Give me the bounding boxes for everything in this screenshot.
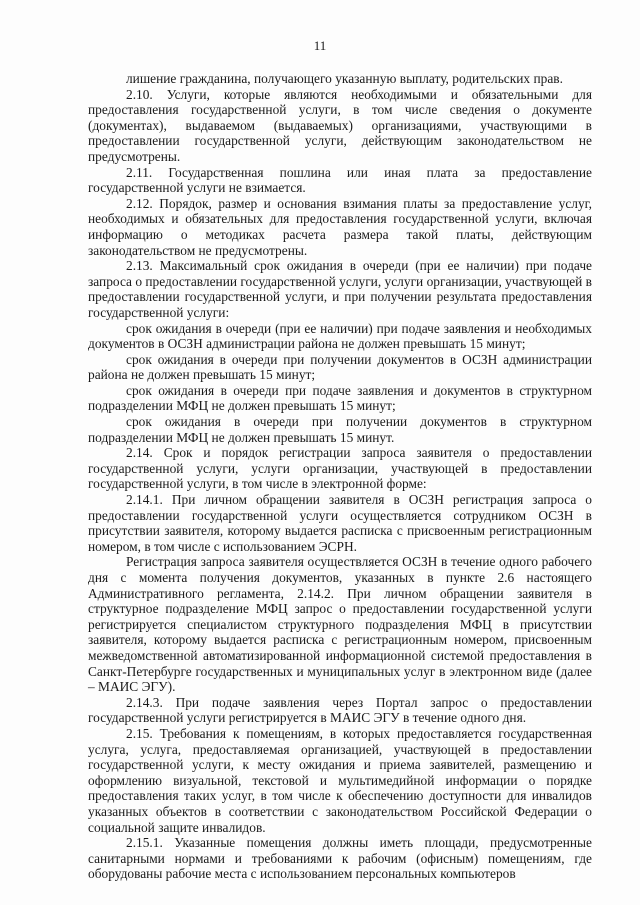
- paragraph: Регистрация запроса заявителя осуществляется ОСЗН в течение одного рабочего дня с момента получения документов, указанных в пункте 2.6 настоящего Административного регламента, 2.14.2. При личном обращении заявителя в структурное подразделение МФЦ запрос о предоставлении государственной услуги регистрируется специалистом структурного подразделения МФЦ в присутствии заявителя, которому выдается расписка с регистрационным номером, присвоенным межведомственной автоматизированной информационной системой предоставления в Санкт-Петербурге государственных и муниципальных услуг в электронном виде (далее – МАИС ЭГУ).: [88, 554, 592, 695]
- paragraph: 2.11. Государственная пошлина или иная плата за предоставление государственной услуги не взимается.: [88, 164, 592, 196]
- paragraph: 2.14.3. При подаче заявления через Портал запрос о предоставлении государственной услуги регистрируется в МАИС ЭГУ в течение одного дня.: [88, 694, 592, 726]
- paragraph: срок ожидания в очереди при подаче заявления и документов в структурном подразделении МФЦ не должен превышать 15 минут;: [88, 382, 592, 414]
- paragraph: срок ожидания в очереди (при ее наличии) при подаче заявления и необходимых документов в ОСЗН администрации района не должен превышать 15 минут;: [88, 320, 592, 352]
- paragraph: 2.15.1. Указанные помещения должны иметь площади, предусмотренные санитарными нормами и требованиями к рабочим (офисным) помещениям, где оборудованы рабочие места с использованием персональных компьютеров: [88, 835, 592, 882]
- paragraph: 2.14.1. При личном обращении заявителя в ОСЗН регистрация запроса о предоставлении государственной услуги осуществляется сотрудником ОСЗН в присутствии заявителя, которому выдается расписка с присвоенным регистрационным номером, в том числе с использованием ЭСРН.: [88, 492, 592, 554]
- document-body: [88, 71, 592, 882]
- paragraph: 2.15. Требования к помещениям, в которых предоставляется государственная услуга, услуга, предоставляемая организацией, участвующей в предоставлении государственной услуги, к месту ожидания и приема заявителей, размещению и оформлению визуальной, текстовой и мультимедийной информации о порядке предоставления таких услуг, в том числе к обеспечению доступности для инвалидов указанных объектов в соответствии с законодательством Российской Федерации о социальной защите инвалидов.: [88, 725, 592, 835]
- paragraph: срок ожидания в очереди при получении документов в структурном подразделении МФЦ не должен превышать 15 минут.: [88, 414, 592, 445]
- paragraph: срок ожидания в очереди при получении документов в ОСЗН администрации района не должен превышать 15 минут;: [88, 351, 592, 383]
- paragraph: 2.12. Порядок, размер и основания взимания платы за предоставление услуг, необходимых и обязательных для предоставления государственной услуги, включая информацию о методиках расчета размера такой платы, действующим законодательством не предусмотрены.: [88, 195, 592, 258]
- paragraph: 2.13. Максимальный срок ожидания в очереди (при ее наличии) при подаче запроса о предоставлении государственной услуги, услуги организации, участвующей в предоставлении государственной услуги, и при получении результата предоставления государственной услуги:: [88, 258, 592, 320]
- paragraph: 2.14. Срок и порядок регистрации запроса заявителя о предоставлении государственной услуги, услуги организации, участвующей в предоставлении государственной услуги, в том числе в электронной форме:: [88, 445, 592, 492]
- paragraph: 2.10. Услуги, которые являются необходимыми и обязательными для предоставления государственной услуги, в том числе сведения о документе (документах), выдаваемом (выдаваемых) организациями, участвующими в предоставлении государственной услуги, действующим законодательством не предусмотрены.: [88, 86, 592, 164]
- paragraph: лишение гражданина, получающего указанную выплату, родительских прав.: [126, 71, 563, 86]
- page-number: 11: [313, 38, 327, 53]
